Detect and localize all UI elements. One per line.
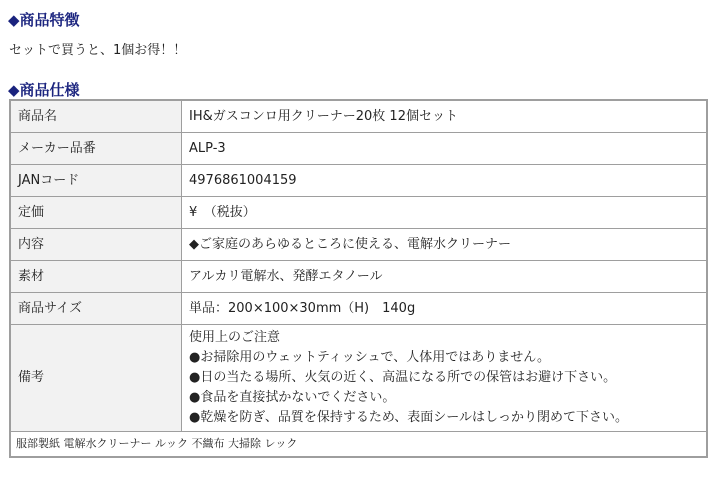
features-heading-text: 商品特徴 [19, 11, 80, 29]
notes-line: ●食品を直接拭かないでください。 [189, 390, 396, 405]
spec-row-contents [10, 229, 707, 261]
spec-heading [8, 80, 80, 100]
notes-line: 使用上のご注意 [189, 330, 281, 345]
spec-label: メーカー品番 [10, 133, 182, 165]
spec-value: ◆ご家庭のあらゆるところに使える、電解水クリーナー [182, 229, 708, 261]
spec-value: ALP-3 [182, 133, 708, 165]
spec-table [9, 99, 708, 458]
spec-row-list-price [10, 197, 707, 229]
spec-label: 商品サイズ [10, 293, 182, 325]
diamond-icon: ◆ [8, 81, 20, 99]
spec-value: ¥ （税抜） [182, 197, 708, 229]
spec-label: 商品名 [10, 100, 182, 133]
spec-label: 備考 [10, 325, 182, 432]
notes-line: ●日の当たる場所、火気の近く、高温になる所での保管はお避け下さい。 [189, 370, 617, 385]
features-text: セットで買うと、1個お得！！ [9, 43, 187, 58]
notes-line: ●お掃除用のウェットティッシュで、人体用ではありません。 [189, 350, 551, 365]
notes-line: ●乾燥を防ぎ、品質を保持するため、表面シールはしっかり閉めて下さい。 [189, 410, 629, 425]
spec-label: JANコード [10, 165, 182, 197]
diamond-icon: ◆ [8, 11, 20, 29]
spec-row-product-name [10, 100, 707, 133]
spec-row-jan-code [10, 165, 707, 197]
features-heading [8, 10, 80, 30]
spec-row-notes [10, 325, 707, 432]
spec-value: 単品：200×100×30mm（H) 140g [182, 293, 708, 325]
spec-value: 4976861004159 [182, 165, 708, 197]
spec-row-maker-number [10, 133, 707, 165]
spec-row-material [10, 261, 707, 293]
spec-value: IH&ガスコンロ用クリーナー20枚 12個セット [182, 100, 708, 133]
keywords-text: 服部製紙 電解水クリーナー ルック 不織布 大掃除 レック [10, 432, 707, 458]
spec-value: アルカリ電解水、発酵エタノール [182, 261, 708, 293]
spec-row-keywords [10, 432, 707, 458]
spec-heading-text: 商品仕様 [19, 81, 80, 99]
spec-label: 素材 [10, 261, 182, 293]
spec-row-size [10, 293, 707, 325]
spec-label: 定価 [10, 197, 182, 229]
notes-list [182, 325, 708, 432]
spec-label: 内容 [10, 229, 182, 261]
